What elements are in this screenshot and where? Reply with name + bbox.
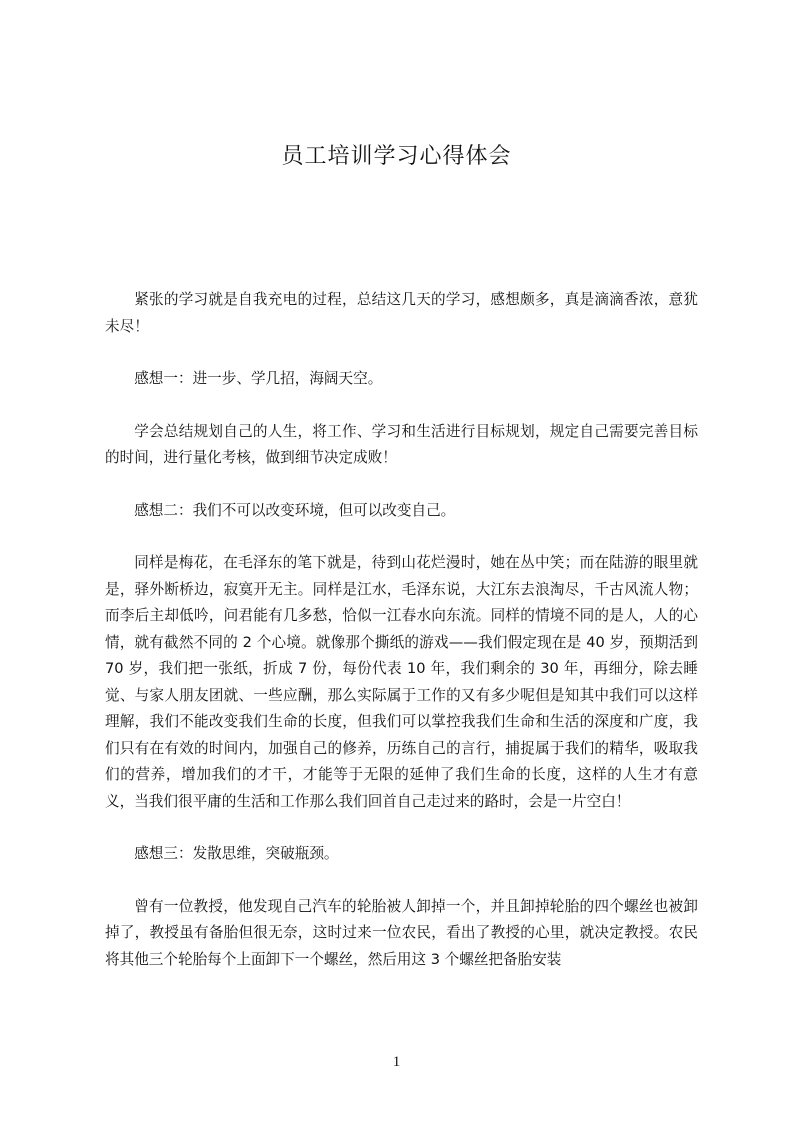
document-title: 员工培训学习心得体会 [281,144,512,169]
heading-insight-three: 感想三：发散思维，突破瓶颈。 [134,845,339,862]
paragraph-insight-one: 学会总结规划自己的人生，将工作、学习和生活进行目标规划，规定自己需要完善目标的时间，进行量化考核，做到细节决定成败！ [105,422,698,466]
paragraph-insight-three: 曾有一位教授，他发现自己汽车的轮胎被人卸掉一个，并且卸掉轮胎的四个螺丝也被卸掉了，教授虽有备胎但很无奈，这时过来一位农民，看出了教授的心里，就决定教授。农民将其他三个轮胎每个上面卸下一个螺丝，然后用这 3 个螺丝把备胎安装 [105,897,698,968]
page-number: 1 [392,1054,401,1070]
heading-insight-two: 感想二：我们不可以改变环境，但可以改变自己。 [134,501,456,519]
document-body [105,287,698,999]
paragraph-intro: 紧张的学习就是自我充电的过程，总结这几天的学习，感想颇多，真是滴滴香浓，意犹未尽！ [105,291,698,335]
paragraph-insight-two: 同样是梅花，在毛泽东的笔下就是，待到山花烂漫时，她在丛中笑；而在陆游的眼里就是，驿外断桥边，寂寞开无主。同样是江水，毛泽东说，大江东去浪淘尽，千古风流人物；而李后主却低吟，问君能有几多愁，恰似一江春水向东流。同样的情境不同的是人，人的心情，就有截然不同的 2 个心境。就像那个撕纸的游戏——我们假定现在是 40 岁，预期活到 70 岁，我们把一张纸，折成 7 份，每份代表 10 年，我们剩余的 30 年，再细分，除去睡觉、与家人朋友团就、一些应酬，那么实际属于工作的又有多少呢但是知其中我们可以这样理解，我们不能改变我们生命的长度，但我们可以掌控我我们生命和生活的深度和广度，我们只有在有效的时间内，加强自己的修养，历练自己的言行，捕捉属于我们的精华，吸取我们的营养，增加我们的才干，才能等于无限的延伸了我们生命的长度，这样的人生才有意义，当我们很平庸的生活和工作那么我们回首自己走过来的路时，会是一片空白！ [105,554,698,810]
heading-insight-one: 感想一：进一步、学几招，海阔天空。 [134,370,383,387]
